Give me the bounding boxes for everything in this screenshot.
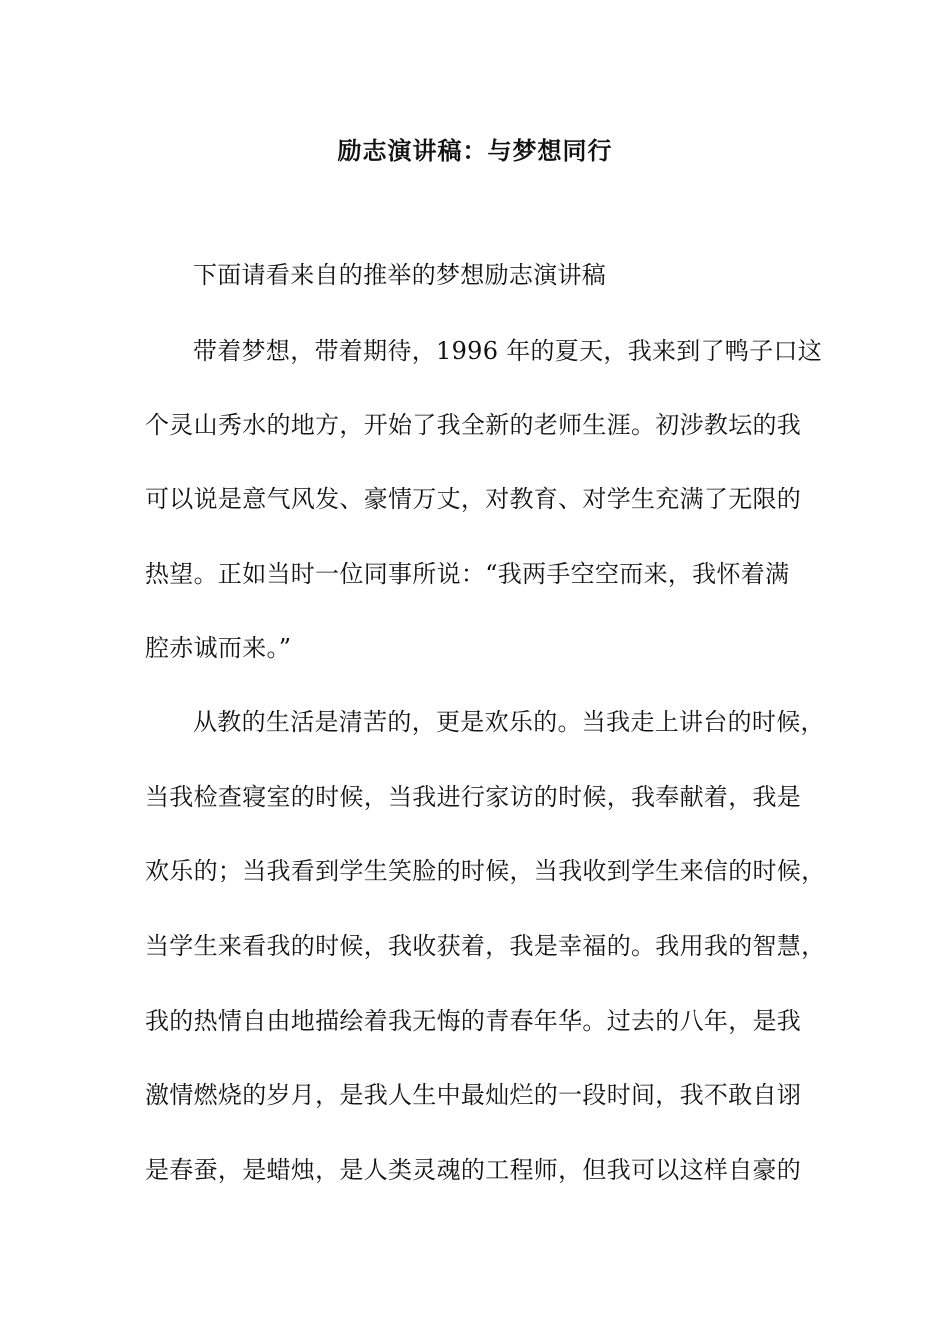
paragraph-line: 腔赤诚而来。” bbox=[145, 634, 292, 662]
paragraph-line: 是春蚕，是蜡烛，是人类灵魂的工程师，但我可以这样自豪的 bbox=[145, 1156, 802, 1184]
paragraph-line: 激情燃烧的岁月，是我人生中最灿烂的一段时间，我不敢自诩 bbox=[145, 1081, 802, 1109]
paragraph-line: 当学生来看我的时候，我收获着，我是幸福的。我用我的智慧， bbox=[145, 932, 826, 960]
paragraph-line: 个灵山秀水的地方，开始了我全新的老师生涯。初涉教坛的我 bbox=[145, 411, 802, 439]
paragraph-line: 当我检查寝室的时候，当我进行家访的时候，我奉献着，我是 bbox=[145, 783, 802, 811]
paragraph-line: 从教的生活是清苦的，更是欢乐的。当我走上讲台的时候， bbox=[193, 708, 825, 736]
paragraph-line: 可以说是意气风发、豪情万丈，对教育、对学生充满了无限的 bbox=[145, 485, 802, 513]
document-title: 励志演讲稿：与梦想同行 bbox=[337, 136, 613, 165]
paragraph-line: 下面请看来自的推举的梦想励志演讲稿 bbox=[193, 261, 607, 289]
paragraph-line: 热望。正如当时一位同事所说：“我两手空空而来，我怀着满 bbox=[145, 560, 790, 588]
paragraph-line: 欢乐的；当我看到学生笑脸的时候，当我收到学生来信的时候， bbox=[145, 857, 826, 885]
paragraph-line: 我的热情自由地描绘着我无悔的青春年华。过去的八年，是我 bbox=[145, 1007, 802, 1035]
paragraph-line: 带着梦想，带着期待，1996 年的夏天，我来到了鸭子口这 bbox=[193, 337, 823, 365]
